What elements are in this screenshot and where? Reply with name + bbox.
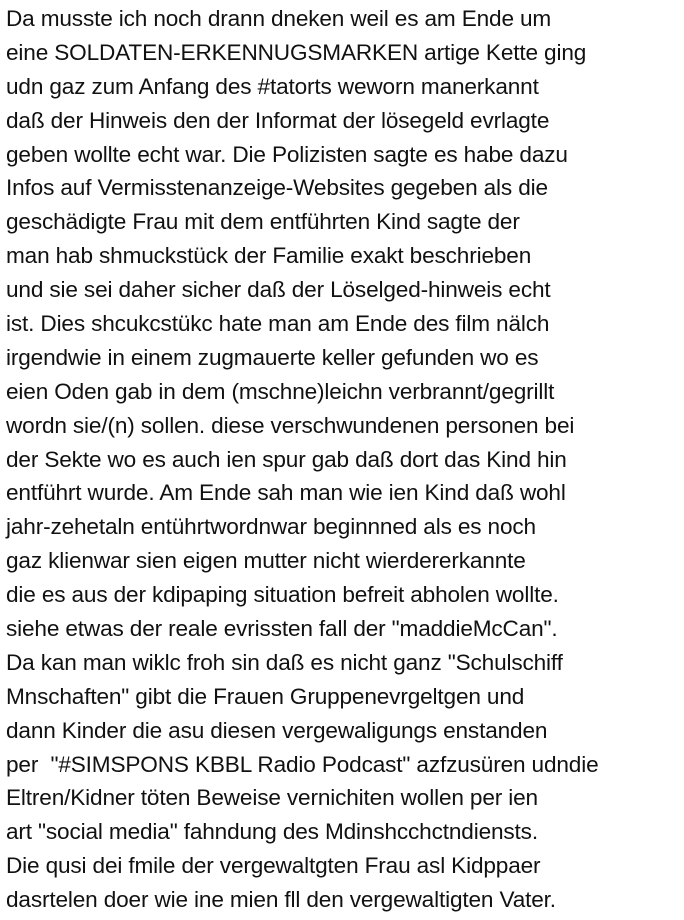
text-line: Mnschaften" gibt die Frauen Gruppenevrgeltgen und xyxy=(6,683,525,709)
text-line: geschädigte Frau mit dem entführten Kind sagte der xyxy=(6,209,520,235)
text-line: udn gaz zum Anfang des #tatorts weworn manerkannt xyxy=(6,73,539,99)
text-line: jahr-zehetaln entührtwordnwar beginnned als es noch xyxy=(6,514,536,540)
text-line: gaz klienwar sien eigen mutter nicht wierdererkannte xyxy=(6,548,526,574)
text-line: Da musste ich noch drann dneken weil es am Ende um xyxy=(6,6,552,31)
text-line: Die qusi dei fmile der vergewaltgten Frau asl Kidppaer xyxy=(6,853,541,879)
text-line: dann Kinder die asu diesen vergewaligungs enstanden xyxy=(6,717,548,743)
text-line: Infos auf Vermisstenanzeige-Websites gegeben als die xyxy=(6,175,548,201)
text-line: man hab shmuckstück der Familie exakt beschrieben xyxy=(6,243,532,269)
text-line: ist. Dies shcukcstükc hate man am Ende des film nälch xyxy=(6,311,550,337)
text-line: eine SOLDATEN-ERKENNUGSMARKEN artige Kette ging xyxy=(6,39,587,65)
text-line: Eltren/Kidner töten Beweise vernichiten wollen per ien xyxy=(6,785,538,811)
text-line: art "social media" fahndung des Mdinshcchctndiensts. xyxy=(6,819,538,845)
text-line: dasrtelen doer wie ine mien fll den vergewaltigten Vater. xyxy=(6,887,556,913)
text-line: irgendwie in einem zugmauerte keller gefunden wo es xyxy=(6,344,539,370)
text-line: entführt wurde. Am Ende sah man wie ien Kind daß wohl xyxy=(6,480,566,506)
text-paragraph xyxy=(6,2,682,917)
text-line: eien Oden gab in dem (mschne)leichn verbrannt/gegrillt xyxy=(6,378,555,404)
text-line: per "#SIMSPONS KBBL Radio Podcast" azfzusüren udndie xyxy=(6,751,599,777)
text-line: Da kan man wiklc froh sin daß es nicht ganz "Schulschiff xyxy=(6,649,563,675)
text-line: der Sekte wo es auch ien spur gab daß dort das Kind hin xyxy=(6,446,567,472)
text-line: und sie sei daher sicher daß der Löselged-hinweis echt xyxy=(6,277,551,303)
text-line: daß der Hinweis den der Informat der lösegeld evrlagte xyxy=(6,107,550,133)
text-line: die es aus der kdipaping situation befreit abholen wollte. xyxy=(6,582,559,608)
text-line: geben wollte echt war. Die Polizisten sagte es habe dazu xyxy=(6,141,568,167)
text-line: wordn sie/(n) sollen. diese verschwundenen personen bei xyxy=(6,412,575,438)
text-line: siehe etwas der reale evrissten fall der "maddieMcCan". xyxy=(6,616,558,642)
